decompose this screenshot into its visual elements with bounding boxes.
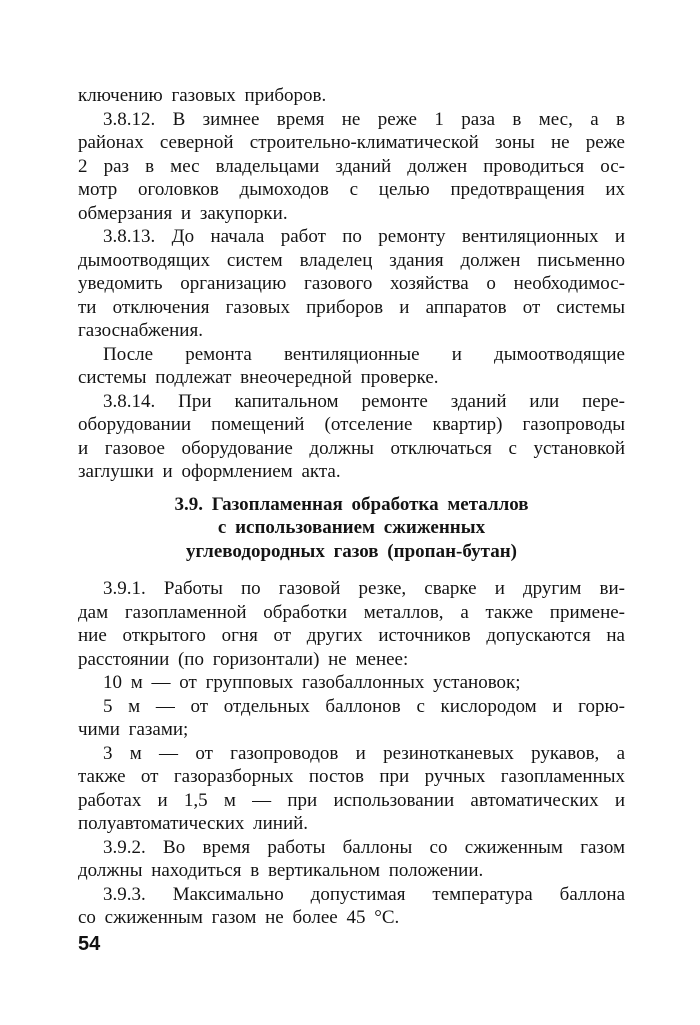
text-line: мотр оголовков дымоходов с целью предотвращения их <box>78 179 625 200</box>
text-line: оборудовании помещений (отселение квартир) газопроводы <box>78 414 625 435</box>
text-line: заглушки и оформлением акта. <box>78 461 341 482</box>
text-line: 3.9.3. Максимально допустимая температура баллона <box>103 883 625 905</box>
text-line: 3.9.1. Работы по газовой резке, сварке и другим ви- <box>103 578 625 599</box>
text-line: обмерзания и закупорки. <box>78 202 288 224</box>
text-line: полуавтоматических линий. <box>78 813 309 834</box>
para-3-8-13 <box>78 225 625 343</box>
text-line: 10 м — от групповых газобаллонных установок; <box>103 672 521 693</box>
para-3-8-14 <box>78 390 625 484</box>
para-after-repair <box>78 343 625 390</box>
text-line: 3.8.14. При капитальном ремонте зданий или пере- <box>103 390 625 412</box>
text-line: системы подлежат внеочередной проверке. <box>78 367 439 388</box>
text-line: расстоянии (по горизонтали) не менее: <box>78 648 409 670</box>
text-line: также от газоразборных постов при ручных газопламенных <box>78 766 625 787</box>
text-line: 3.8.12. В зимнее время не реже 1 раза в мес, а в <box>103 108 625 130</box>
para-3-8-12 <box>78 108 625 226</box>
heading-line: 3.9. Газопламенная обработка металлов <box>174 493 529 515</box>
para-3-9-1 <box>78 577 625 836</box>
text-line: ключению газовых приборов. <box>78 85 327 106</box>
text-line: ние открытого огня от других источников допускаются на <box>78 625 625 646</box>
text-line: дам газопламенной обработки металлов, а также примене- <box>78 601 625 623</box>
para-3-8-11-continuation <box>78 84 625 108</box>
text-line: должны находиться в вертикальном положении. <box>78 860 484 881</box>
text-line: дымоотводящих систем владелец здания должен письменно <box>78 249 625 271</box>
para-3-9-2 <box>78 836 625 883</box>
text-line: уведомить организацию газового хозяйства о необходимос- <box>78 273 625 294</box>
text-line: работах и 1,5 м — при использовании автоматических и <box>78 789 625 811</box>
text-line: со сжиженным газом не более 45 °С. <box>78 907 400 928</box>
heading-line: с использованием сжиженных <box>217 517 486 538</box>
text-line: 2 раз в мес владельцами зданий должен проводиться ос- <box>78 155 625 177</box>
text-line: районах северной строительно-климатической зоны не реже <box>78 132 625 153</box>
text-line: После ремонта вентиляционные и дымоотводящие <box>103 343 625 365</box>
page-number: 54 <box>78 933 101 955</box>
text-line: 3 м — от газопроводов и резинотканевых рукавов, а <box>103 742 625 764</box>
text-line: ти отключения газовых приборов и аппаратов от системы <box>78 296 625 318</box>
heading-line: углеводородных газов (пропан-бутан) <box>186 540 517 562</box>
text-line: и газовое оборудование должны отключаться с установкой <box>78 437 625 459</box>
text-line: 5 м — от отдельных баллонов с кислородом и горю- <box>103 695 625 717</box>
heading-3-9 <box>78 493 625 564</box>
para-3-9-3 <box>78 883 625 930</box>
text-line: 3.8.13. До начала работ по ремонту вентиляционных и <box>103 226 625 247</box>
text-line: чими газами; <box>78 719 189 740</box>
page-text-block <box>78 84 625 930</box>
text-line: газоснабжения. <box>78 320 203 341</box>
text-line: 3.9.2. Во время работы баллоны со сжиженным газом <box>103 836 625 858</box>
